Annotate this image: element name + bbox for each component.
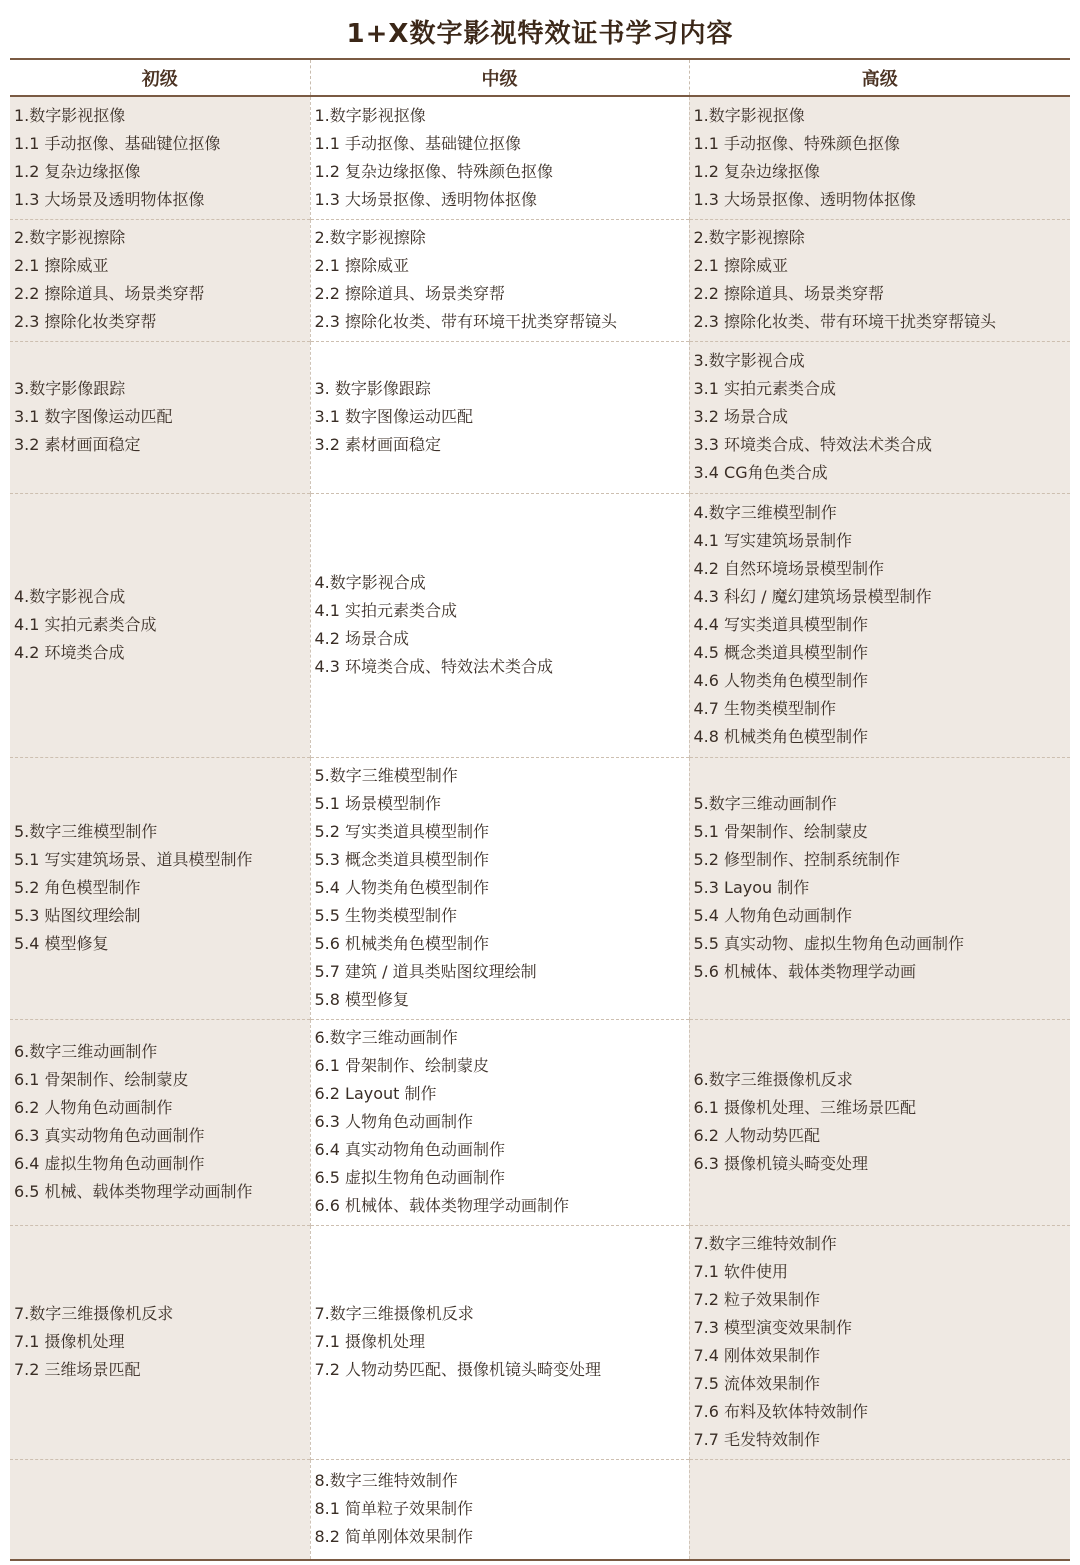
module-title: 1.数字影视抠像 (14, 105, 126, 125)
module-item: 6.1 摄像机处理、三维场景匹配 (693, 1098, 917, 1117)
cell-advanced (689, 341, 1070, 493)
module-title: 7.数字三维摄像机反求 (14, 1304, 174, 1323)
module-item: 2.2 擦除道具、场景类穿帮 (314, 284, 506, 303)
cell-advanced (689, 96, 1070, 219)
document (10, 8, 1070, 1561)
column-header-intermediate: 中级 (310, 60, 689, 96)
cell-beginner (10, 1225, 310, 1459)
cell-beginner (10, 96, 310, 219)
column-header-advanced: 高级 (689, 60, 1070, 96)
module-item: 1.1 手动抠像、基础键位抠像 (14, 133, 221, 153)
cell-advanced (689, 1225, 1070, 1459)
cell-beginner (10, 219, 310, 341)
cell-intermediate (310, 1459, 689, 1559)
module-item: 3.2 素材画面稳定 (14, 435, 141, 454)
module-item: 1.2 复杂边缘抠像 (693, 161, 821, 181)
cell-beginner (10, 341, 310, 493)
module-item: 5.1 骨架制作、绘制蒙皮 (693, 822, 869, 841)
module-title: 4.数字影视合成 (314, 573, 426, 592)
module-item: 5.6 机械类角色模型制作 (314, 934, 490, 953)
cell-intermediate (310, 341, 689, 493)
module-item: 8.2 简单刚体效果制作 (314, 1527, 474, 1547)
module-title: 6.数字三维动画制作 (314, 1028, 458, 1047)
module-item: 6.5 虚拟生物角色动画制作 (314, 1168, 506, 1187)
module-item: 6.2 Layout 制作 (314, 1084, 437, 1103)
module-item: 5.6 机械体、载体类物理学动画 (693, 962, 917, 981)
module-item: 5.2 角色模型制作 (14, 878, 141, 897)
module-item: 6.6 机械体、载体类物理学动画制作 (314, 1196, 570, 1215)
module-item: 1.1 手动抠像、特殊颜色抠像 (693, 133, 901, 153)
module-title: 3.数字影像跟踪 (14, 379, 126, 398)
module-item: 7.3 模型演变效果制作 (693, 1318, 853, 1337)
module-item: 6.3 摄像机镜头畸变处理 (693, 1154, 869, 1173)
module-item: 4.6 人物类角色模型制作 (693, 671, 869, 690)
module-item: 7.2 粒子效果制作 (693, 1290, 821, 1309)
module-item: 2.3 擦除化妆类穿帮 (14, 312, 157, 331)
page-title: 1+X数字影视特效证书学习内容 (10, 8, 1070, 60)
module-item: 5.3 Layou 制作 (693, 878, 810, 897)
table-body (10, 96, 1070, 1559)
table-row (10, 96, 1070, 219)
module-item: 8.1 简单粒子效果制作 (314, 1499, 474, 1519)
module-item: 7.1 软件使用 (693, 1262, 789, 1281)
module-item: 3.4 CG角色类合成 (693, 463, 828, 482)
module-item: 5.2 写实类道具模型制作 (314, 822, 490, 841)
module-item: 6.5 机械、载体类物理学动画制作 (14, 1182, 253, 1201)
module-item: 1.3 大场景抠像、透明物体抠像 (693, 189, 917, 209)
module-item: 2.3 擦除化妆类、带有环境干扰类穿帮镜头 (693, 312, 997, 331)
table-header (10, 60, 1070, 96)
module-title: 7.数字三维特效制作 (693, 1234, 837, 1253)
module-item: 5.4 人物角色动画制作 (693, 906, 853, 925)
module-item: 4.5 概念类道具模型制作 (693, 643, 869, 662)
module-item: 1.2 复杂边缘抠像 (14, 161, 141, 181)
module-item: 1.2 复杂边缘抠像、特殊颜色抠像 (314, 161, 554, 181)
module-item: 4.1 实拍元素类合成 (14, 615, 157, 634)
cell-advanced (689, 493, 1070, 757)
module-item: 5.2 修型制作、控制系统制作 (693, 850, 901, 869)
table-row (10, 1459, 1070, 1559)
module-item: 6.4 虚拟生物角色动画制作 (14, 1154, 205, 1173)
cell-advanced (689, 219, 1070, 341)
module-item: 5.1 写实建筑场景、道具模型制作 (14, 850, 253, 869)
module-item: 6.3 真实动物角色动画制作 (14, 1126, 205, 1145)
module-item: 4.1 实拍元素类合成 (314, 601, 458, 620)
cell-beginner (10, 493, 310, 757)
module-item: 4.7 生物类模型制作 (693, 699, 837, 718)
module-item: 1.1 手动抠像、基础键位抠像 (314, 133, 522, 153)
module-item: 4.3 科幻 / 魔幻建筑场景模型制作 (693, 587, 932, 606)
table-row (10, 219, 1070, 341)
module-title: 3. 数字影像跟踪 (314, 379, 431, 398)
cell-intermediate (310, 1225, 689, 1459)
module-item: 5.4 人物类角色模型制作 (314, 878, 490, 897)
cell-intermediate (310, 493, 689, 757)
module-title: 5.数字三维动画制作 (693, 794, 837, 813)
module-item: 2.3 擦除化妆类、带有环境干扰类穿帮镜头 (314, 312, 618, 331)
module-item: 1.3 大场景及透明物体抠像 (14, 189, 205, 209)
module-item: 3.1 数字图像运动匹配 (14, 407, 173, 426)
cell-beginner (10, 757, 310, 1019)
module-item: 3.1 实拍元素类合成 (693, 379, 837, 398)
module-item: 5.5 生物类模型制作 (314, 906, 458, 925)
module-item: 7.4 刚体效果制作 (693, 1346, 821, 1365)
module-item: 7.2 三维场景匹配 (14, 1360, 141, 1379)
module-item: 4.4 写实类道具模型制作 (693, 615, 869, 634)
module-item: 1.3 大场景抠像、透明物体抠像 (314, 189, 538, 209)
module-item: 6.1 骨架制作、绘制蒙皮 (14, 1070, 189, 1089)
module-title: 6.数字三维摄像机反求 (693, 1070, 853, 1089)
module-item: 7.5 流体效果制作 (693, 1374, 821, 1393)
module-title: 8.数字三维特效制作 (314, 1471, 458, 1491)
module-title: 1.数字影视抠像 (314, 105, 426, 125)
module-item: 4.8 机械类角色模型制作 (693, 727, 869, 746)
module-item: 4.2 自然环境场景模型制作 (693, 559, 885, 578)
module-item: 5.5 真实动物、虚拟生物角色动画制作 (693, 934, 965, 953)
module-item: 6.1 骨架制作、绘制蒙皮 (314, 1056, 490, 1075)
cell-advanced (689, 757, 1070, 1019)
module-item: 5.3 贴图纹理绘制 (14, 906, 141, 925)
module-title: 2.数字影视擦除 (14, 228, 126, 247)
curriculum-table (10, 60, 1070, 1559)
module-item: 4.2 环境类合成 (14, 643, 125, 662)
module-title: 5.数字三维模型制作 (14, 822, 158, 841)
table-row (10, 1019, 1070, 1225)
table-row (10, 757, 1070, 1019)
module-title: 7.数字三维摄像机反求 (314, 1304, 474, 1323)
module-title: 6.数字三维动画制作 (14, 1042, 158, 1061)
cell-beginner (10, 1019, 310, 1225)
module-item: 7.2 人物动势匹配、摄像机镜头畸变处理 (314, 1360, 602, 1379)
cell-intermediate (310, 757, 689, 1019)
module-item: 5.8 模型修复 (314, 990, 410, 1009)
module-title: 5.数字三维模型制作 (314, 766, 458, 785)
module-item: 5.7 建筑 / 道具类贴图纹理绘制 (314, 962, 537, 981)
cell-intermediate (310, 1019, 689, 1225)
module-item: 7.1 摄像机处理 (314, 1332, 426, 1351)
module-item: 4.2 场景合成 (314, 629, 410, 648)
module-item: 7.7 毛发特效制作 (693, 1430, 821, 1449)
module-title: 4.数字影视合成 (14, 587, 126, 606)
module-item: 2.2 擦除道具、场景类穿帮 (14, 284, 205, 303)
module-item: 5.4 模型修复 (14, 934, 109, 953)
module-item: 3.2 素材画面稳定 (314, 435, 442, 454)
module-title: 1.数字影视抠像 (693, 105, 805, 125)
module-item: 3.3 环境类合成、特效法术类合成 (693, 435, 933, 454)
bottom-rule (10, 1559, 1070, 1561)
column-header-beginner: 初级 (10, 60, 310, 96)
cell-intermediate (310, 219, 689, 341)
module-title: 3.数字影视合成 (693, 351, 805, 370)
module-item: 6.2 人物动势匹配 (693, 1126, 821, 1145)
module-item: 4.3 环境类合成、特效法术类合成 (314, 657, 554, 676)
module-item: 3.2 场景合成 (693, 407, 789, 426)
module-item: 2.1 擦除威亚 (314, 256, 410, 275)
module-title: 2.数字影视擦除 (693, 228, 805, 247)
cell-advanced (689, 1019, 1070, 1225)
table-row (10, 493, 1070, 757)
module-item: 6.3 人物角色动画制作 (314, 1112, 474, 1131)
module-item: 7.6 布料及软体特效制作 (693, 1402, 869, 1421)
module-item: 6.2 人物角色动画制作 (14, 1098, 173, 1117)
module-item: 5.1 场景模型制作 (314, 794, 442, 813)
module-item: 3.1 数字图像运动匹配 (314, 407, 474, 426)
module-item: 5.3 概念类道具模型制作 (314, 850, 490, 869)
table-row (10, 341, 1070, 493)
module-item: 7.1 摄像机处理 (14, 1332, 125, 1351)
module-item: 6.4 真实动物角色动画制作 (314, 1140, 506, 1159)
module-title: 2.数字影视擦除 (314, 228, 426, 247)
module-item: 2.2 擦除道具、场景类穿帮 (693, 284, 885, 303)
module-item: 4.1 写实建筑场景制作 (693, 531, 853, 550)
module-title: 4.数字三维模型制作 (693, 503, 837, 522)
module-item: 2.1 擦除威亚 (14, 256, 109, 275)
table-row (10, 1225, 1070, 1459)
cell-advanced (689, 1459, 1070, 1559)
cell-intermediate (310, 96, 689, 219)
module-item: 2.1 擦除威亚 (693, 256, 789, 275)
cell-beginner (10, 1459, 310, 1559)
